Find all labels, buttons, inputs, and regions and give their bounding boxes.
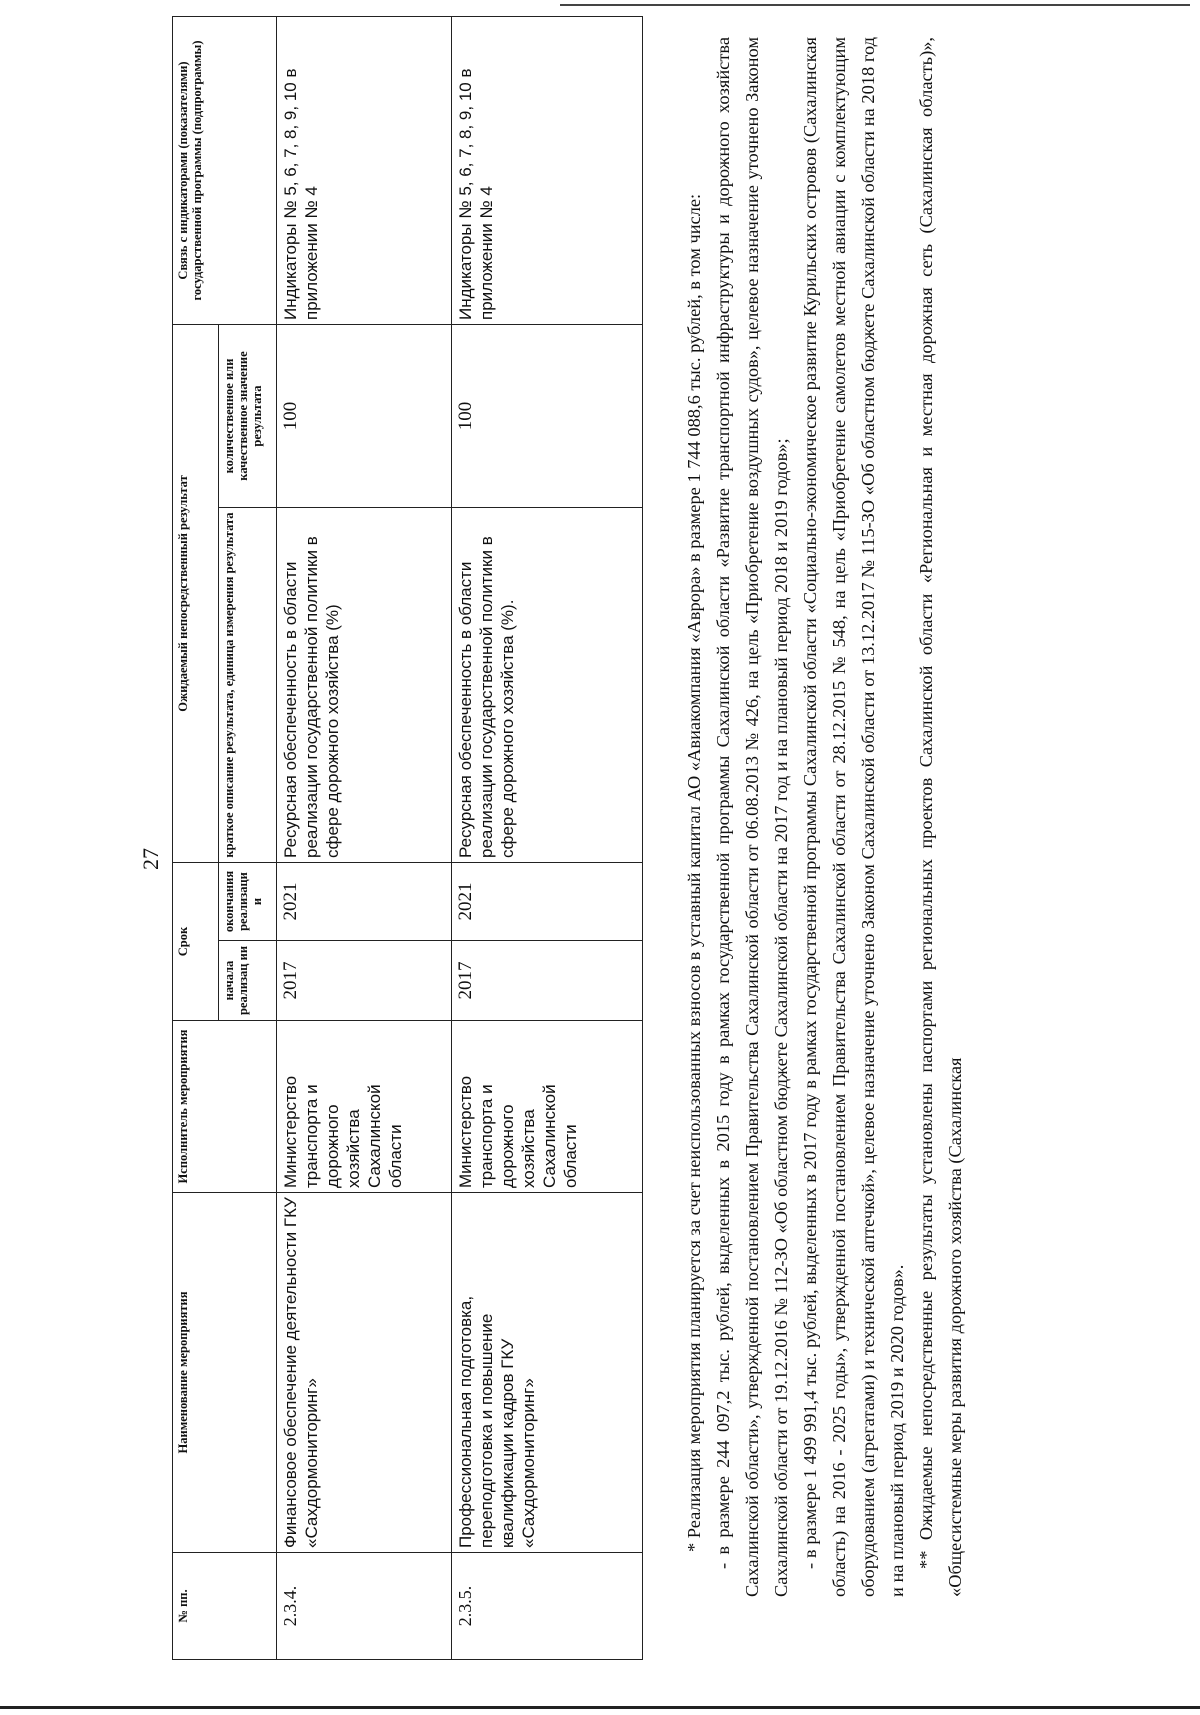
footnote-1: * Реализация мероприятия планируется за счет неиспользованных взносов в уставный капитал АО «Авиакомпания «Аврора» в размере 1 744 088,6 тыс. рублей, в том числе: bbox=[684, 193, 704, 1552]
row-end: 2021 bbox=[277, 863, 452, 941]
table-row bbox=[452, 17, 643, 1660]
footnote-1-item-2: - в размере 1 499 991,4 тыс. рублей, выделенных в 2017 году в рамках государственной программы Сахалинской области «Социально-экономическое развитие Курильских островов (Сахалинская область) на 2016 - 2025 годы», утвержденной постановлением Правительства Сахалинской области от 28.12.2015 № 548, на цель «Приобретение самолетов местной авиации с комплектующим оборудованием (агрегатами) и технической аптечкой», целевое назначение уточнено Законом Сахалинской области от 13.12.2017 № 115-ЗО «Об областном бюджете Сахалинской области на 2018 год и на плановый период 2019 и 2020 годов». bbox=[800, 37, 907, 1597]
header-num: № пп. bbox=[173, 1553, 277, 1660]
header-result-value: количественное или качественное значение результата bbox=[219, 325, 277, 508]
header-term-end: окончания реализаци и bbox=[219, 863, 277, 941]
row-end: 2021 bbox=[452, 863, 643, 941]
table-row bbox=[277, 17, 452, 1660]
row-link: Индикаторы № 5, 6, 7, 8, 9, 10 в приложении № 4 bbox=[452, 17, 643, 325]
header-executor: Исполнитель мероприятия bbox=[173, 1021, 277, 1193]
header-row-1 bbox=[173, 17, 219, 1660]
row-num: 2.3.5. bbox=[452, 1553, 643, 1660]
row-name: Финансовое обеспечение деятельности ГКУ «Сахдормониторинг» bbox=[277, 1193, 452, 1553]
row-result-value: 100 bbox=[277, 325, 452, 508]
row-executor: Министерство транспорта и дорожного хозяйства Сахалинской области bbox=[452, 1021, 643, 1193]
header-term: Срок bbox=[173, 863, 219, 1021]
header-term-start: начала реализац ии bbox=[219, 941, 277, 1021]
footnote-1-item-1: - в размере 244 097,2 тыс. рублей, выделенных в 2015 году в рамках государственной программы Сахалинской области «Развитие транспортной инфраструктуры и дорожного хозяйства Сахалинской области», утвержденной постановлением Правительства Сахалинской области от 06.08.2013 № 426, на цель «Приобретение воздушных судов», целевое назначение уточнено Законом Сахалинской области от 19.12.2016 № 112-ЗО «Об областном бюджете Сахалинской области на 2017 год и на плановый период 2018 и 2019 годов»; bbox=[713, 37, 791, 1597]
page-number: 27 bbox=[138, 848, 163, 870]
row-start: 2017 bbox=[452, 941, 643, 1021]
row-result-desc: Ресурсная обеспеченность в области реализации государственной политики в сфере дорожного хозяйства (%) bbox=[277, 508, 452, 863]
footnotes bbox=[680, 37, 970, 1597]
row-executor: Министерство транспорта и дорожного хозяйства Сахалинской области bbox=[277, 1021, 452, 1193]
measures-table bbox=[172, 16, 643, 1660]
row-result-desc: Ресурсная обеспеченность в области реализации государственной политики в сфере дорожного хозяйства (%). bbox=[452, 508, 643, 863]
row-num: 2.3.4. bbox=[277, 1553, 452, 1660]
footnote-2: ** Ожидаемые непосредственные результаты установлены паспортами региональных проектов Сахалинской области «Региональная и местная дорожная сеть (Сахалинская область)», «Общесистемные меры развития дорожного хозяйства (Сахалинская bbox=[916, 37, 965, 1597]
header-result-desc: краткое описание результата, единица измерения результата bbox=[219, 508, 277, 863]
row-result-value: 100 bbox=[452, 325, 643, 508]
row-name: Профессиональная подготовка, переподготовка и повышение квалификации кадров ГКУ «Сахдормониторинг» bbox=[452, 1193, 643, 1553]
header-link: Связь с индикаторами (показателями) государственной программы (подпрограммы) bbox=[173, 17, 277, 325]
header-name: Наименование мероприятия bbox=[173, 1193, 277, 1553]
header-result: Ожидаемый непосредственный результат bbox=[173, 325, 219, 863]
row-start: 2017 bbox=[277, 941, 452, 1021]
row-link: Индикаторы № 5, 6, 7, 8, 9, 10 в приложении № 4 bbox=[277, 17, 452, 325]
